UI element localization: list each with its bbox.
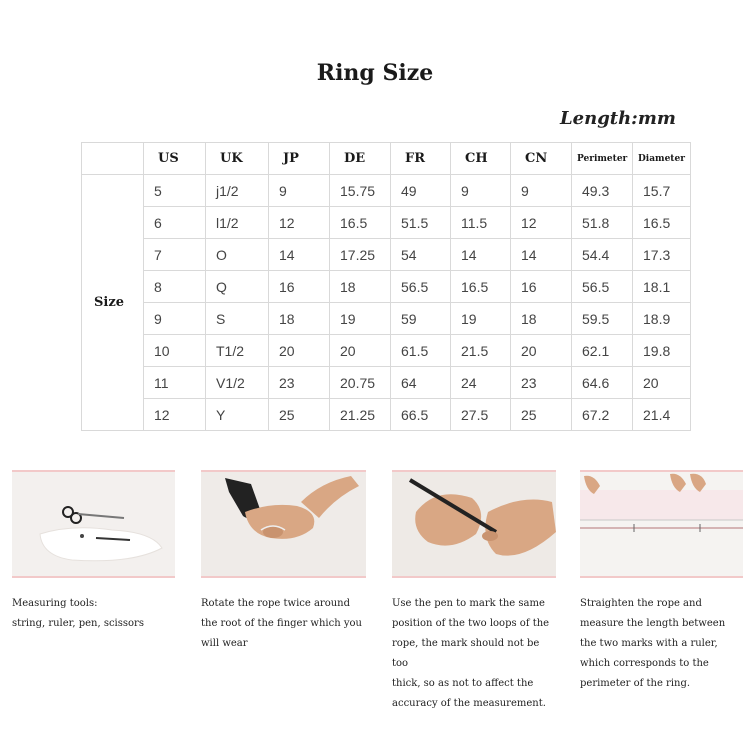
table-row: [82, 335, 691, 367]
table-cell: 20: [633, 367, 691, 399]
step-1-caption: [12, 594, 175, 634]
table-row: [82, 239, 691, 271]
table-cell: V1/2: [206, 367, 269, 399]
table-cell: l1/2: [206, 207, 269, 239]
table-cell: 16: [511, 271, 572, 303]
step-3-caption: [392, 594, 556, 714]
table-cell: 9: [144, 303, 206, 335]
ring-size-table: [81, 142, 691, 431]
step-2: [201, 470, 366, 654]
table-cell: 20: [330, 335, 391, 367]
table-cell: 61.5: [391, 335, 451, 367]
column-header-diameter: Diameter: [633, 143, 691, 175]
table-cell: T1/2: [206, 335, 269, 367]
table-cell: 19: [451, 303, 511, 335]
table-cell: 23: [511, 367, 572, 399]
table-cell: 25: [511, 399, 572, 431]
table-cell: 12: [269, 207, 330, 239]
table-row: [82, 367, 691, 399]
table-cell: 64: [391, 367, 451, 399]
caption-line: which corresponds to the: [580, 658, 709, 669]
table-cell: 6: [144, 207, 206, 239]
table-cell: 15.7: [633, 175, 691, 207]
table-cell: 59: [391, 303, 451, 335]
unit-label: Length:mm: [560, 108, 676, 129]
size-row-label: Size: [82, 175, 144, 431]
table-cell: 14: [269, 239, 330, 271]
caption-line: will wear: [201, 638, 248, 649]
table-cell: 11.5: [451, 207, 511, 239]
table-cell: 56.5: [391, 271, 451, 303]
column-header-uk: UK: [206, 143, 269, 175]
table-cell: 16.5: [451, 271, 511, 303]
table-cell: 9: [269, 175, 330, 207]
mark-rope-illustration: [392, 472, 556, 576]
measurement-steps: [0, 470, 750, 750]
table-cell: 17.25: [330, 239, 391, 271]
table-cell: 24: [451, 367, 511, 399]
table-cell: 27.5: [451, 399, 511, 431]
table-cell: 49: [391, 175, 451, 207]
table-cell: 56.5: [572, 271, 633, 303]
table-cell: 20: [269, 335, 330, 367]
table-cell: 67.2: [572, 399, 633, 431]
table-row: [82, 303, 691, 335]
table-cell: S: [206, 303, 269, 335]
table-cell: 64.6: [572, 367, 633, 399]
table-cell: j1/2: [206, 175, 269, 207]
table-cell: 21.25: [330, 399, 391, 431]
caption-line: thick, so as not to affect the: [392, 678, 534, 689]
step-2-caption: [201, 594, 366, 654]
mark-rope-photo: [392, 470, 556, 578]
column-header-jp: JP: [269, 143, 330, 175]
measure-ruler-photo: [580, 470, 743, 578]
table-cell: 7: [144, 239, 206, 271]
column-header-de: DE: [330, 143, 391, 175]
table-cell: 54.4: [572, 239, 633, 271]
column-header-perimeter: Perimeter: [572, 143, 633, 175]
table-cell: 18: [511, 303, 572, 335]
table-cell: 20.75: [330, 367, 391, 399]
table-cell: 23: [269, 367, 330, 399]
step-1: [12, 470, 175, 634]
table-cell: O: [206, 239, 269, 271]
table-cell: 59.5: [572, 303, 633, 335]
table-cell: 62.1: [572, 335, 633, 367]
table-cell: 16: [269, 271, 330, 303]
table-cell: 15.75: [330, 175, 391, 207]
table-row: [82, 399, 691, 431]
caption-line: the root of the finger which you: [201, 618, 362, 629]
table-cell: Y: [206, 399, 269, 431]
table-cell: 9: [511, 175, 572, 207]
caption-line: Rotate the rope twice around: [201, 598, 351, 609]
table-cell: 54: [391, 239, 451, 271]
table-cell: 16.5: [330, 207, 391, 239]
table-corner-cell: [82, 143, 144, 175]
table-cell: 16.5: [633, 207, 691, 239]
step-4-caption: [580, 594, 743, 694]
table-cell: 25: [269, 399, 330, 431]
column-header-cn: CN: [511, 143, 572, 175]
caption-line: position of the two loops of the: [392, 618, 550, 629]
caption-line: the two marks with a ruler,: [580, 638, 718, 649]
caption-line: Straighten the rope and: [580, 598, 702, 609]
wrap-finger-illustration: [201, 472, 366, 576]
measure-ruler-illustration: [580, 472, 743, 576]
table-cell: 21.5: [451, 335, 511, 367]
table-row: [82, 207, 691, 239]
table-cell: 5: [144, 175, 206, 207]
step-4: [580, 470, 743, 694]
table-cell: 18.9: [633, 303, 691, 335]
table-cell: 18: [269, 303, 330, 335]
table-cell: 10: [144, 335, 206, 367]
table-cell: 51.8: [572, 207, 633, 239]
table-cell: Q: [206, 271, 269, 303]
table-cell: 17.3: [633, 239, 691, 271]
table-cell: 19: [330, 303, 391, 335]
caption-line: Use the pen to mark the same: [392, 598, 545, 609]
table-cell: 18: [330, 271, 391, 303]
table-cell: 66.5: [391, 399, 451, 431]
column-header-ch: CH: [451, 143, 511, 175]
table-cell: 21.4: [633, 399, 691, 431]
caption-line: Measuring tools:: [12, 598, 98, 609]
table-cell: 8: [144, 271, 206, 303]
table-cell: 20: [511, 335, 572, 367]
table-cell: 19.8: [633, 335, 691, 367]
column-header-us: US: [144, 143, 206, 175]
table-cell: 14: [511, 239, 572, 271]
caption-line: perimeter of the ring.: [580, 678, 691, 689]
table-cell: 51.5: [391, 207, 451, 239]
table-cell: 18.1: [633, 271, 691, 303]
caption-line: rope, the mark should not be too: [392, 638, 540, 669]
table-cell: 49.3: [572, 175, 633, 207]
tools-photo: [12, 470, 175, 578]
tools-illustration: [12, 472, 175, 576]
page-title: Ring Size: [316, 60, 434, 86]
table-row: [82, 175, 691, 207]
table-cell: 11: [144, 367, 206, 399]
table-cell: 9: [451, 175, 511, 207]
table-cell: 12: [511, 207, 572, 239]
table-cell: 14: [451, 239, 511, 271]
caption-line: string, ruler, pen, scissors: [12, 618, 144, 629]
step-3: [392, 470, 556, 714]
table-body: [82, 175, 691, 431]
wrap-finger-photo: [201, 470, 366, 578]
table-header-row: [82, 143, 691, 175]
caption-line: measure the length between: [580, 618, 726, 629]
table-row: [82, 271, 691, 303]
table-cell: 12: [144, 399, 206, 431]
caption-line: accuracy of the measurement.: [392, 698, 546, 709]
column-header-fr: FR: [391, 143, 451, 175]
